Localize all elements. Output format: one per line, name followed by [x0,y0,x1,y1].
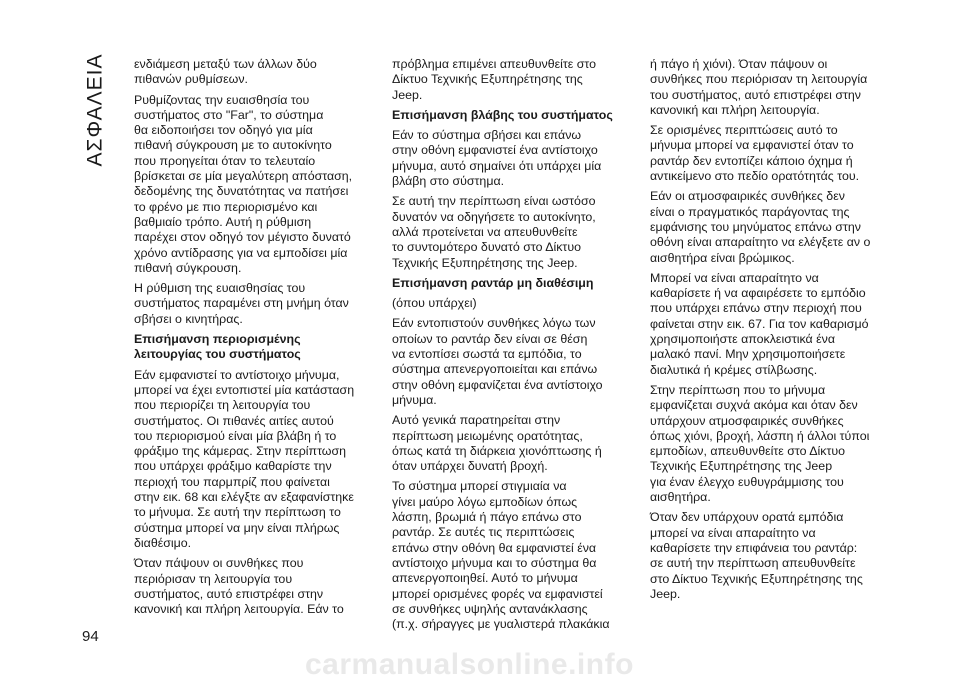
paragraph: ενδιάμεση μεταξύ των άλλων δύο πιθανών ρυθμίσεων. [134,57,317,87]
text-column-2 [392,57,630,637]
page-number: 94 [82,628,99,645]
paragraph: ή πάγο ή χιόνι). Όταν πάψουν οι συνθήκες που περιόρισαν τη λειτουργία του συστήματος, αυτό επιστρέφει στην κανονική και πλήρη λειτουργία. [650,57,868,117]
paragraph: Το σύστημα μπορεί στιγμιαία να γίνει μαύρο λόγω εμποδίων όπως λάσπη, βρωμιά ή πάγο επάνω στο ραντάρ. Σε αυτές τις περιπτώσεις επάνω στην οθόνη θα εμφανιστεί ένα αντίστοιχο μήνυμα και το σύστημα θα απενεργοποιηθεί. Αυτό το μήνυμα μπορεί ορισμένες φορές να εμφανιστεί σε συνθήκες υψηλής αντανάκλασης (π.χ. σήραγγες με γυαλιστερά πλακάκια [392,479,610,632]
paragraph: (όπου υπάρχει) [392,296,477,311]
paragraph: Εάν εντοπιστούν συνθήκες λόγω των οποίων το ραντάρ δεν είναι σε θέση να εντοπίσει σωστά τα εμπόδια, το σύστημα απενεργοποιείται και επάνω στην οθόνη εμφανίζεται ένα αντίστοιχο μήνυμα. [392,316,603,407]
section-title [74,40,118,180]
text-column-3 [650,57,888,607]
paragraph: Εάν εμφανιστεί το αντίστοιχο μήνυμα, μπορεί να έχει εντοπιστεί μία κατάσταση που περιορίζει τη λειτουργία του συστήματος. Οι πιθανές αιτίες αυτού του περιορισμού είναι μία βλάβη ή το φράξιμο της κάμερας. Στην περίπτωση που υπάρχει φράξιμο καθαρίστε την περιοχή του παρμπρίζ που φαίνεται στην εικ. 68 και ελέγξτε αν εξαφανίστηκε το μήνυμα. Σε αυτή την περίπτωση το σύστημα μπορεί να μην είναι πλήρως διαθέσιμο. [134,367,355,550]
section-heading: Επισήμανση βλάβης του συστήματος [392,107,613,122]
section-heading: Επισήμανση ραντάρ μη διαθέσιμη [392,275,594,290]
paragraph: Μπορεί να είναι απαραίτητο να καθαρίσετε ή να αφαιρέσετε το εμπόδιο που υπάρχει επάνω στην περιοχή που φαίνεται στην εικ. 67. Για τον καθαρισμό χρησιμοποιήστε αποκλειστικά ένα μαλακό πανί. Μην χρησιμοποιήσετε διαλυτικά ή κρέμες στίλβωσης. [650,270,869,377]
section-title-text: ΑΣΦΑΛΕΙΑ [84,53,107,167]
paragraph: Στην περίπτωση που το μήνυμα εμφανίζεται συχνά ακόμα και όταν δεν υπάρχουν ατμοσφαιρικές συνθήκες όπως χιόνι, βροχή, λάσπη ή άλλοι τύποι εμποδίων, απευθυνθείτε στο Δίκτυο Τεχνικής Εξυπηρέτησης της Jeep για έναν έλεγχο ευθυγράμμισης του αισθητήρα. [650,382,870,505]
paragraph: Εάν οι ατμοσφαιρικές συνθήκες δεν είναι ο πραγματικός παράγοντας της εμφάνισης του μηνύματος επάνω στην οθόνη είναι απαραίτητο να ελέγξετε αν ο αισθητήρα είναι βρώμικος. [650,189,871,265]
paragraph: Σε αυτή την περίπτωση είναι ωστόσο δυνατόν να οδηγήσετε το αυτοκίνητο, αλλά προτείνεται να απευθυνθείτε το συντομότερο δυνατό στο Δίκτυο Τεχνικής Εξυπηρέτησης της Jeep. [392,194,596,270]
paragraph: Ρυθμίζοντας την ευαισθησία του συστήματος στο "Far", το σύστημα θα ειδοποιήσει τον οδηγό για μία πιθανή σύγκρουση με το αυτοκίνητο που προηγείται όταν το τελευταίο βρίσκεται σε μία μεγαλύτερη απόσταση, δεδομένης της δυνατότητας να πατήσει το φρένο με πιο περιορισμένο και βαθμιαίο τρόπο. Αυτή η ρύθμιση παρέχει στον οδηγό τον μέγιστο δυνατό χρόνο αντίδρασης για να εμποδίσει μία πιθανή σύγκρουση. [134,92,353,275]
paragraph: Αυτό γενικά παρατηρείται στην περίπτωση μειωμένης ορατότητας, όπως κατά τη διάρκεια χιονόπτωσης ή όταν υπάρχει δυνατή βροχή. [392,413,602,474]
paragraph: Η ρύθμιση της ευαισθησίας του συστήματος παραμένει στη μνήμη όταν σβήσει ο κινητήρας. [134,281,349,326]
paragraph: Όταν πάψουν οι συνθήκες που περιόρισαν τη λειτουργία του συστήματος, αυτό επιστρέφει στην κανονική και πλήρη λειτουργία. Εάν το [134,556,344,617]
text-column-1 [134,57,372,622]
section-heading: Επισήμανση περιορισμένης λειτουργίας του συστήματος [134,332,301,362]
paragraph: Όταν δεν υπάρχουν ορατά εμπόδια μπορεί να είναι απαραίτητο να καθαρίσετε την επιφάνεια του ραντάρ: σε αυτή την περίπτωση απευθυνθείτε στο Δίκτυο Τεχνικής Εξυπηρέτησης της Jeep. [650,510,863,601]
watermark: carmanualsonline.info [305,648,634,681]
paragraph: Σε ορισμένες περιπτώσεις αυτό το μήνυμα μπορεί να εμφανιστεί όταν το ραντάρ δεν εντοπίζει κάποιο όχημα ή αντικείμενο στο πεδίο ορατότητάς του. [650,123,860,184]
paragraph: Εάν το σύστημα σβήσει και επάνω στην οθόνη εμφανιστεί ένα αντίστοιχο μήνυμα, αυτό σημαίνει ότι υπάρχει μία βλάβη στο σύστημα. [392,128,602,189]
paragraph: πρόβλημα επιμένει απευθυνθείτε στο Δίκτυο Τεχνικής Εξυπηρέτησης της Jeep. [392,57,597,102]
